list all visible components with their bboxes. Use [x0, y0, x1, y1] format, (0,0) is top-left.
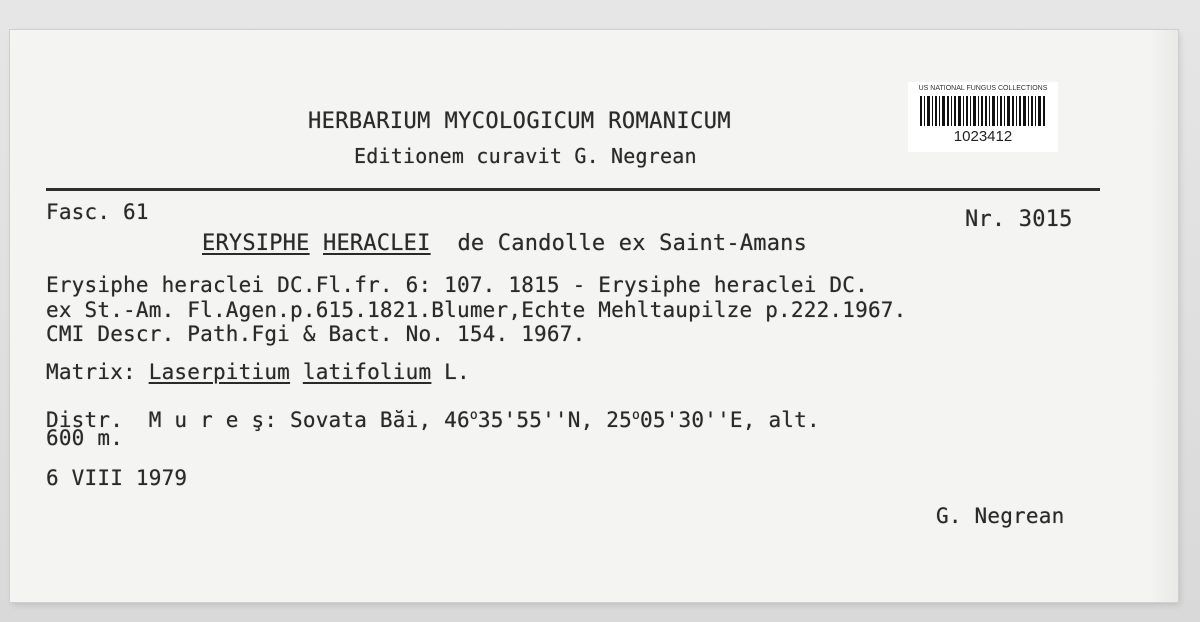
label-subtitle: Editionem curavit G. Negrean — [354, 144, 697, 168]
fascicle-number: Fasc. 61 — [46, 200, 149, 224]
matrix-genus: Laserpitium — [148, 360, 291, 384]
matrix-label: Matrix: — [46, 360, 136, 384]
herbarium-label — [10, 30, 1178, 602]
species-authority: de Candolle ex Saint-Amans — [457, 231, 808, 256]
distribution-locality: : Sovata Băi, 46 — [264, 408, 470, 432]
collection-date: 6 VIII 1979 — [46, 466, 188, 490]
distribution-line — [46, 404, 820, 432]
matrix-epithet: latifolium — [302, 360, 432, 384]
distribution-latitude: 35'55''N, 25 — [477, 408, 632, 432]
barcode-number: 1023412 — [953, 128, 1013, 145]
label-edge — [1150, 30, 1178, 602]
citation-line-3: CMI Descr. Path.Fgi & Bact. No. 154. 1967. — [46, 322, 586, 346]
collector-name: G. Negrean — [936, 504, 1065, 528]
distribution-region: M u r e ş — [148, 408, 265, 432]
matrix-authority: L. — [444, 360, 470, 384]
specimen-number: Nr. 3015 — [965, 207, 1073, 232]
species-epithet: HERACLEI — [323, 231, 431, 256]
species-name — [202, 232, 807, 256]
distribution-longitude: 05'30''E, alt. — [640, 408, 820, 432]
degree-mark-lon: o — [632, 408, 641, 423]
degree-mark-lat: o — [469, 408, 478, 423]
citation-line-1: Erysiphe heraclei DC.Fl.fr. 6: 107. 1815 - Erysiphe heraclei DC. — [46, 273, 868, 297]
barcode-caption: US NATIONAL FUNGUS COLLECTIONS — [918, 85, 1048, 92]
citation-line-2: ex St.-Am. Fl.Agen.p.615.1821.Blumer,Echte Mehltaupilze p.222.1967. — [46, 298, 907, 322]
species-genus: ERYSIPHE — [202, 231, 310, 256]
header-divider — [46, 188, 1100, 191]
barcode-icon — [920, 96, 1046, 126]
label-title: HERBARIUM MYCOLOGICUM ROMANICUM — [308, 109, 731, 134]
distribution-altitude: 600 m. — [46, 426, 124, 450]
distribution-label: Distr. — [46, 408, 124, 432]
barcode-sticker — [908, 82, 1058, 152]
matrix-line — [46, 360, 470, 384]
